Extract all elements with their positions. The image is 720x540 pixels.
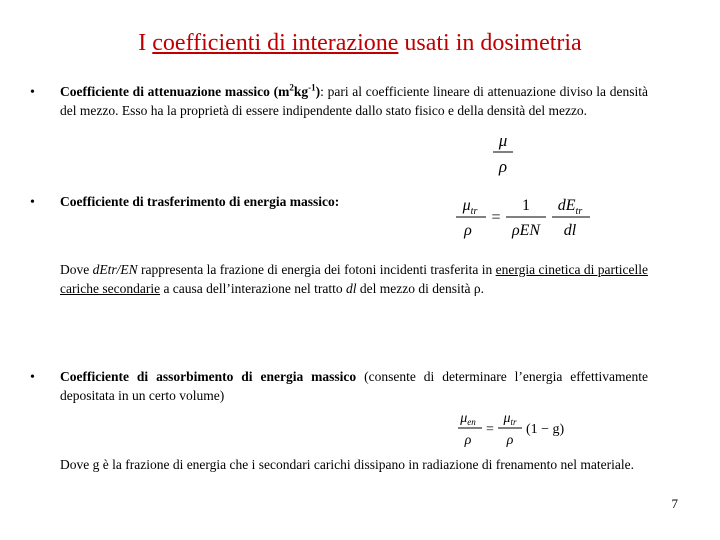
item-2-note-b: rappresenta la frazione di energia dei fotoni incidenti trasferita in <box>137 262 496 277</box>
title-part-3: usati in dosimetria <box>398 30 582 56</box>
formula-2-rhs-sub: tr <box>575 206 583 217</box>
formula-3-lhs-mu: μ <box>460 411 468 426</box>
item-2-note-i1: dEtr/EN <box>92 262 138 277</box>
formula-mass-attenuation <box>488 128 518 178</box>
formula-3-eq: = <box>486 422 494 437</box>
item-2-note-i2: dl <box>345 281 357 296</box>
item-1-head-sup2: -1 <box>308 82 316 93</box>
item-2-note <box>60 260 648 298</box>
page-number: 7 <box>671 496 678 511</box>
item-1-body: : pari al coefficiente lineare di attenuazione diviso la densità del mezzo. Esso ha la proprietà di essere indipendente dallo stato fisico e della densità del mezzo. <box>60 84 649 118</box>
formula-3-factor: (1 − g) <box>526 422 565 437</box>
formula-energy-transfer <box>446 192 596 242</box>
formula-3-mid-mu: μ <box>503 411 511 426</box>
formula-2-lhs-sub: tr <box>470 206 478 217</box>
item-1-head-a: Coefficiente di attenuazione massico (m <box>60 84 290 99</box>
item-2-head: Coefficiente di trasferimento di energia massico: <box>60 194 340 209</box>
item-2-note-a: Dove <box>60 262 93 277</box>
formula-3-lhs-num <box>459 411 476 427</box>
item-1-head-sup1: 2 <box>289 82 294 93</box>
formula-2-lhs-den: ρ <box>464 222 472 239</box>
formula-2-eq: = <box>491 209 501 226</box>
item-1-head-b: kg <box>293 84 309 99</box>
formula-1-num: μ <box>498 131 508 150</box>
title-underlined: coefficienti di interazione <box>152 30 399 56</box>
item-2-note-c: a causa dell’interazione nel tratto <box>160 281 346 296</box>
item-1-text <box>60 82 648 120</box>
formula-2-lhs-mu: μ <box>462 197 471 214</box>
formula-2-rhs-num <box>558 197 583 217</box>
formula-2-rhs-den: dl <box>563 222 577 239</box>
item-1-head-c: ) <box>315 84 321 99</box>
formula-energy-absorption <box>452 408 572 450</box>
formula-2-lhs-num <box>462 197 478 217</box>
bullet-2: • <box>30 195 35 210</box>
formula-1-den: ρ <box>498 157 508 176</box>
item-3-note: Dove g è la frazione di energia che i secondari carichi dissipano in radiazione di frenamento nel materiale. <box>60 457 635 472</box>
slide-title <box>0 28 720 58</box>
item-2-note-underlined: energia cinetica di particelle cariche secondarie <box>60 262 648 296</box>
bullet-1: • <box>30 85 35 100</box>
formula-3-mid-den: ρ <box>506 433 514 448</box>
formula-2-rhs-de: dE <box>557 197 576 214</box>
formula-3-lhs-den: ρ <box>464 433 472 448</box>
item-3-body: (consente di determinare l’energia effettivamente depositata in un certo volume) <box>60 369 648 403</box>
bullet-3: • <box>30 370 35 385</box>
item-3-text <box>60 367 648 405</box>
formula-2-mid-num: 1 <box>522 197 530 214</box>
formula-3-mid-num <box>502 411 517 427</box>
formula-2-mid-den: ρEN <box>511 222 541 239</box>
formula-3-lhs-sub: en <box>467 417 476 427</box>
item-3-head: Coefficiente di assorbimento di energia massico <box>60 369 357 384</box>
item-1-heading <box>60 84 320 99</box>
formula-3-mid-sub: tr <box>510 417 517 427</box>
title-part-1: I <box>138 30 153 56</box>
item-2-note-d: del mezzo di densità ρ. <box>356 281 484 296</box>
item-2-heading <box>60 192 420 211</box>
